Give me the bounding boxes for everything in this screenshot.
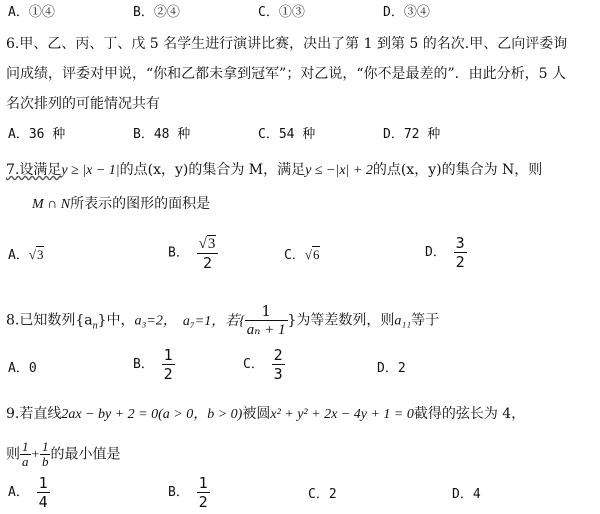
q8-option-b-label: B． — [133, 357, 154, 372]
q8-prefix: 8.已知数列{a — [6, 312, 93, 329]
q8-fraction-denominator: aₙ + 1 — [246, 322, 286, 338]
q9-option-c: C．2 — [308, 487, 337, 502]
q9-suffix: 截得的弦长为 4， — [413, 406, 526, 422]
q9-option-b-numerator: 1 — [198, 474, 208, 492]
q9-line-2-suffix: 的最小值是 — [50, 446, 121, 463]
q7-option-b-fraction: $\frac{√3}{2}$ — [197, 234, 219, 272]
q9-option-a-denominator: 4 — [38, 493, 48, 511]
q9-option-a-fraction — [37, 474, 50, 511]
q8-option-c-label: C． — [243, 357, 264, 372]
q9-option-b-fraction — [197, 474, 210, 511]
q8-fraction-numerator: 1 — [245, 302, 288, 321]
q7-option-a-label: A． — [8, 248, 29, 263]
q5-option-c: C．①③ — [258, 5, 305, 20]
q5-option-a: A．①④ — [8, 5, 55, 20]
q8-mid-1: }中， — [97, 312, 135, 329]
q5-option-b: B．②④ — [133, 5, 180, 20]
q9-option-a-numerator: 1 — [38, 474, 48, 492]
q8-option-b-numerator: 1 — [163, 346, 173, 364]
q7-option-d-label: D． — [425, 245, 446, 260]
q7-suffix: 的点(x，y)的集合为 N，则 — [372, 162, 543, 178]
q8-option-d: D．2 — [377, 361, 406, 376]
q7-prefix: 7.设满足 — [6, 162, 62, 178]
q9-fraction-1-over-b: $\frac{1}{b}$ — [41, 439, 49, 469]
q7-line-2 — [32, 194, 210, 215]
q8-suffix: 等于 — [411, 312, 440, 329]
q8-option-b-denominator: 2 — [163, 365, 173, 383]
q7-option-d-denominator: 2 — [455, 253, 465, 271]
q6-option-c: C．54 种 — [258, 127, 316, 142]
q9-option-b-label: B． — [168, 485, 189, 500]
q9-option-b — [168, 474, 210, 511]
q7-option-d-numerator: 3 — [455, 234, 465, 252]
q9-line-2: 则 $\frac{1}{a}$ + $\frac{1}{b}$ 的最小值是 — [6, 439, 121, 469]
q9-line-equation: 2ax − by + 2 = 0(a > 0，b > 0) — [61, 407, 243, 422]
q5-option-d: D．③④ — [383, 5, 430, 20]
q7-option-b-denominator: 2 — [203, 254, 213, 272]
q8-a7: a₇=1，若{ — [182, 313, 245, 329]
q7-option-b — [168, 234, 218, 272]
q6-option-b: B．48 种 — [133, 127, 191, 142]
q6-line-1: 6.甲、乙、丙、丁、戊 5 名学生进行演讲比赛，决出了第 1 到第 5 的名次.甲、乙向评委询 — [6, 36, 568, 52]
q8-option-c — [243, 346, 285, 383]
q9-option-b-denominator: 2 — [198, 493, 208, 511]
q8-a3: a₃=2， — [134, 313, 177, 329]
q9-fraction-1-over-a: $\frac{1}{a}$ — [22, 439, 29, 469]
q7-option-b-radicand: 3 — [207, 236, 216, 252]
q6-option-a: A．36 种 — [8, 127, 66, 142]
q7-mid: 的点(x，y)的集合为 M，满足 — [119, 162, 306, 178]
q7-option-c-radicand: 6 — [312, 247, 320, 262]
q8-option-b — [133, 346, 175, 383]
q7-option-a-sqrt: √3 — [28, 247, 44, 262]
q8-subscript-n: n — [92, 320, 98, 332]
q7-line-2-text: 所表示的图形的面积是 — [70, 196, 211, 212]
q6-line-2: 问成绩，评委对甲说，“你和乙都未拿到冠军”；对乙说，“你不是最差的”．由此分析，5 人 — [6, 66, 566, 82]
q7-line-1 — [6, 160, 542, 181]
q9-mid: 被圆 — [242, 406, 271, 422]
q9-prefix: 9.若直线 — [6, 406, 62, 422]
q8-option-a: A．0 — [8, 361, 37, 376]
q8-fraction — [245, 302, 288, 339]
q7-condition-2: y ≤ −|x| + 2 — [305, 163, 373, 178]
q9-line-2-prefix: 则 — [6, 446, 20, 463]
q8-mid-2: }为等差数列，则 — [287, 312, 395, 329]
q9-circle-equation: x² + y² + 2x − 4y + 1 = 0 — [270, 407, 414, 422]
q7-option-c-label: C． — [284, 248, 305, 263]
q7-option-d-fraction — [454, 234, 467, 271]
q7-option-a — [8, 246, 44, 265]
q9-option-a — [8, 474, 50, 511]
q7-option-d — [425, 234, 467, 271]
q8-option-b-fraction — [162, 346, 175, 383]
q7-option-c — [284, 246, 320, 265]
q9-option-d: D．4 — [452, 487, 481, 502]
q7-option-c-sqrt: √6 — [304, 247, 320, 262]
q8-option-c-denominator: 3 — [273, 365, 283, 383]
q7-set-expression: M ∩ N — [32, 197, 71, 212]
q6-line-3: 名次排列的可能情况共有 — [6, 96, 160, 112]
q8-line — [6, 302, 439, 339]
q9-line-1 — [6, 404, 525, 425]
q8-option-c-numerator: 2 — [273, 346, 283, 364]
q8-target-term: a₁₁ — [394, 313, 412, 329]
q6-option-d: D．72 种 — [383, 127, 441, 142]
q7-option-a-radicand: 3 — [36, 247, 44, 262]
q7-condition-1: y ≥ |x − 1| — [61, 163, 120, 178]
q8-option-c-fraction — [272, 346, 285, 383]
q7-option-b-label: B． — [168, 245, 189, 261]
q9-option-a-label: A． — [8, 485, 29, 500]
